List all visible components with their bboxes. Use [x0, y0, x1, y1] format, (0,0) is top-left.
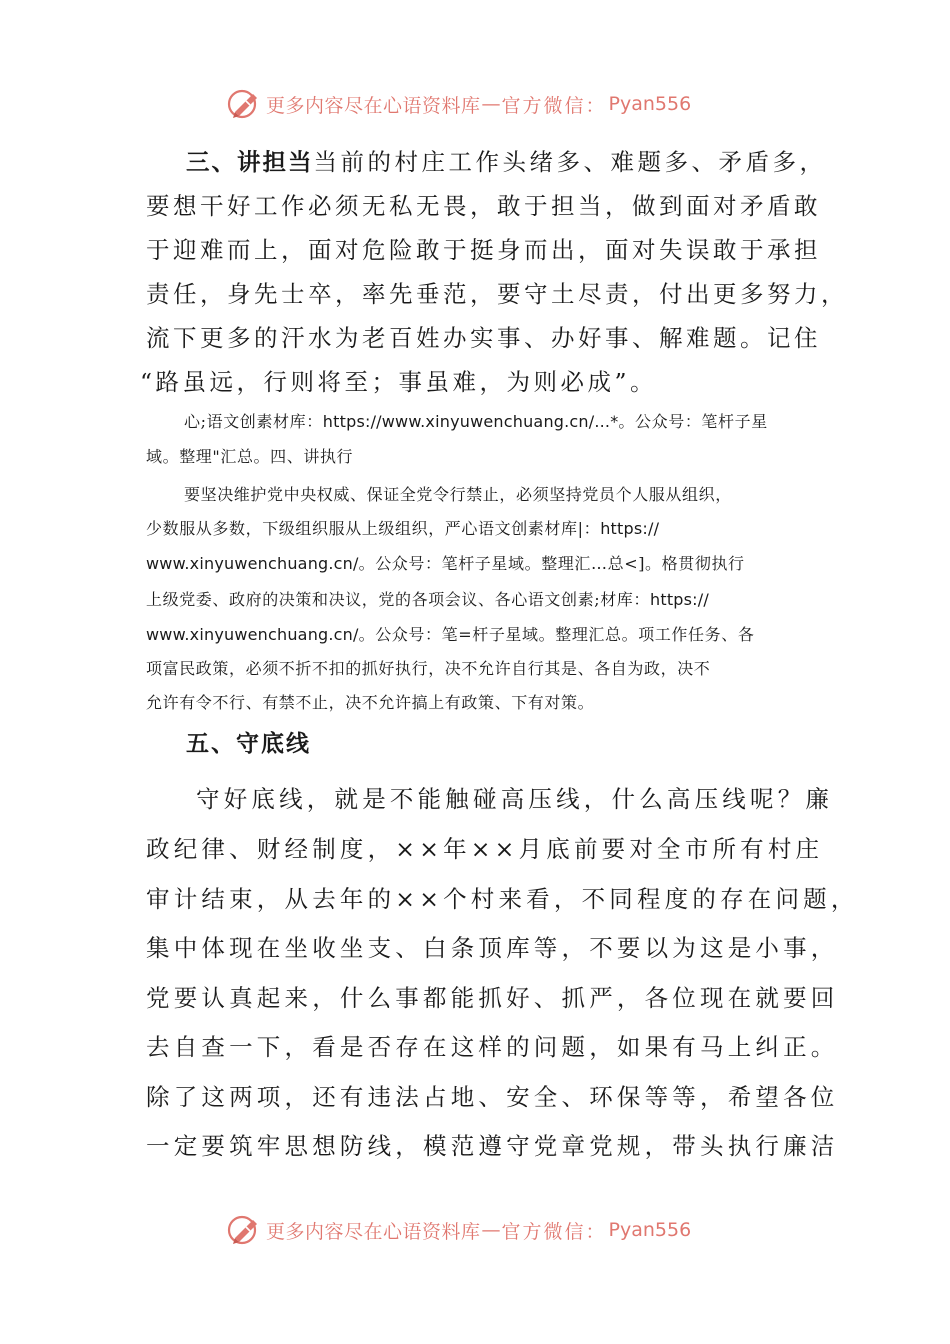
url-text: www.xinyuwenchuang.cn/	[146, 554, 359, 573]
section3-line-4: 责任，身先士卒，率先垂范，要守土尽责，付出更多努力，	[146, 280, 848, 308]
banner-wechat-label: 官方微信：	[501, 1220, 607, 1243]
section5-line-5: 党要认真起来，什么事都能抓好、抓严，各位现在就要回	[146, 984, 839, 1012]
small-text: 少数服从多数，下级组织服从上级组织，严心语文创素材库|：	[146, 519, 601, 538]
section3-text: 当前的村庄工作头绪多、难题多、矛盾多，	[313, 148, 827, 176]
url-text: https://	[600, 519, 660, 538]
section5-line-7: 除了这两项，还有违法占地、安全、环保等等，希望各位	[146, 1083, 839, 1111]
small-line-8: 项富民政策，必须不折不扣的抓好执行，决不允许自行其是、各自为政，决不	[146, 659, 711, 678]
banner-text: 更多内容尽在心语资料库	[266, 1220, 481, 1243]
small-line-7	[146, 622, 754, 645]
small-line-1	[184, 409, 768, 432]
small-line-9: 允许有令不行、有禁不止，决不允许搞上有政策、下有对策。	[146, 693, 595, 712]
section5-line-3: 审计结束，从去年的××个村来看，不同程度的存在问题，	[146, 885, 859, 913]
banner-wechat-label: 官方微信：	[501, 94, 607, 117]
section5-line-2: 政纪律、财经制度，××年××月底前要对全市所有村庄	[146, 835, 824, 863]
small-line-2: 域。整理"汇总。四、讲执行	[146, 447, 354, 466]
small-line-3: 要坚决维护党中央权威、保证全党令行禁止，必须坚持党员个人服从组织，	[184, 485, 732, 504]
section5-line-8: 一定要筑牢思想防线，模范遵守党章党规，带头执行廉洁	[146, 1132, 839, 1160]
small-text: 。公众号：笔杆子星	[618, 412, 768, 431]
footer-banner	[226, 1212, 691, 1248]
small-text: 上级党委、政府的决策和决议，党的各项会议、各心语文创素;材库：	[146, 590, 650, 609]
section3-line-3: 于迎难而上，面对危险敢于挺身而出，面对失误敢于承担	[146, 236, 821, 264]
section3-line-6: “路虽远，行则将至；事虽难，为则必成”。	[140, 368, 658, 396]
section3-heading: 三、讲担当	[186, 148, 314, 176]
banner-text: 更多内容尽在心语资料库	[266, 94, 481, 117]
section3-line-5: 流下更多的汗水为老百姓办实事、办好事、解难题。记住	[146, 324, 821, 352]
header-banner	[226, 86, 691, 122]
section3-line-2: 要想干好工作必须无私无畏，敢于担当，做到面对矛盾敢	[146, 192, 821, 220]
url-text: https://	[650, 590, 709, 609]
section5-line-4: 集中体现在坐收坐支、白条顶库等，不要以为这是小事，	[146, 934, 839, 962]
small-line-6	[146, 587, 709, 610]
small-text: 。公众号：笔杆子星域。整理汇…总<]。格贯彻执行	[358, 554, 745, 573]
banner-dash: —	[481, 1219, 501, 1241]
banner-wechat-id: Pyan556	[608, 93, 692, 115]
banner-dash: —	[481, 93, 501, 115]
pen-logo-icon	[226, 1212, 262, 1248]
small-text: 。公众号：笔=杆子星域。整理汇总。项工作任务、各	[358, 625, 755, 644]
pen-logo-icon	[226, 86, 262, 122]
url-text: https://www.xinyuwenchuang.cn/...*	[322, 412, 619, 431]
url-text: www.xinyuwenchuang.cn/	[146, 625, 359, 644]
small-line-4	[146, 516, 659, 539]
section5-line-6: 去自查一下，看是否存在这样的问题，如果有马上纠正。	[146, 1033, 839, 1061]
small-line-5	[146, 551, 745, 574]
small-text: 心;语文创素材库：	[184, 412, 323, 431]
banner-wechat-id: Pyan556	[608, 1219, 692, 1241]
section5-heading: 五、守底线	[186, 731, 311, 757]
section3-line-1	[186, 143, 827, 177]
section5-line-1: 守好底线，就是不能触碰高压线，什么高压线呢？廉	[196, 785, 834, 813]
